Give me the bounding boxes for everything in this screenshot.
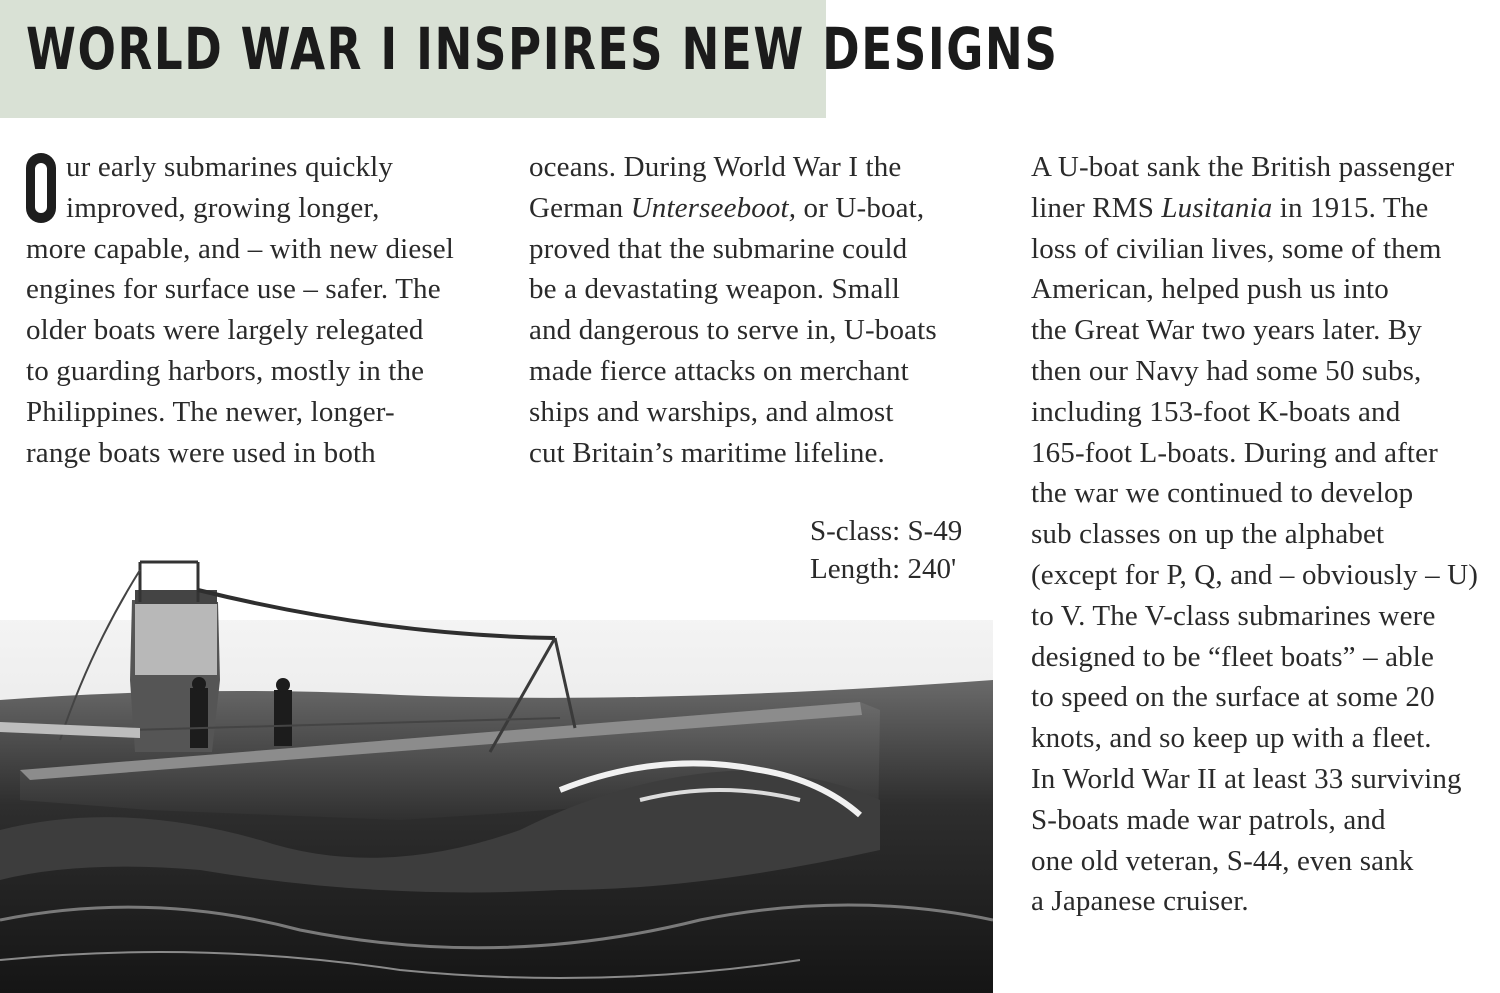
caption-length: Length: 240'	[810, 553, 957, 585]
text-line: In World War II at least 33 surviving	[1031, 762, 1462, 795]
text-line: cut Britain’s maritime lifeline.	[529, 436, 885, 469]
text-line: including 153-foot K-boats and	[1031, 395, 1401, 428]
text-line: S-boats made war patrols, and	[1031, 803, 1386, 836]
text-line: a Japanese cruiser.	[1031, 885, 1249, 918]
italic-term: Unterseeboot,	[630, 191, 797, 224]
italic-term: Lusitania	[1161, 191, 1273, 224]
text-line: loss of civilian lives, some of them	[1031, 232, 1442, 265]
text-line: to V. The V-class submarines were	[1031, 599, 1436, 632]
text-line: and dangerous to serve in, U-boats	[529, 314, 937, 347]
text-line: more capable, and – with new diesel	[26, 232, 455, 265]
caption-class: S-class: S-49	[810, 515, 963, 547]
text-line: made fierce attacks on merchant	[529, 354, 909, 387]
text-line: Philippines. The newer, longer-	[26, 395, 395, 428]
title-band	[0, 0, 1059, 118]
page-title: WORLD WAR I INSPIRES NEW DESIGNS	[26, 15, 1059, 83]
text-line: liner RMS Lusitania in 1915. The	[1031, 191, 1429, 224]
text-line: American, helped push us into	[1031, 273, 1389, 306]
text-line: one old veteran, S-44, even sank	[1031, 844, 1414, 877]
column-3	[1031, 147, 1500, 922]
text-line: proved that the submarine could	[529, 232, 908, 265]
text-line: designed to be “fleet boats” – able	[1031, 640, 1435, 673]
text-line: 165-foot L-boats. During and after	[1031, 436, 1438, 469]
text-line: the war we continued to develop	[1031, 477, 1414, 510]
text-line: the Great War two years later. By	[1031, 314, 1423, 347]
photo-caption	[810, 512, 962, 588]
text-line: sub classes on up the alphabet	[1031, 518, 1385, 551]
text-line: A U-boat sank the British passenger	[1031, 151, 1455, 183]
text-line: German Unterseeboot, or U-boat,	[529, 191, 925, 224]
text-line: then our Navy had some 50 subs,	[1031, 354, 1422, 387]
text-line: be a devastating weapon. Small	[529, 273, 900, 306]
column-2	[529, 147, 999, 473]
text-line: oceans. During World War I the	[529, 151, 902, 183]
text-line: to speed on the surface at some 20	[1031, 681, 1435, 714]
text-line: to guarding harbors, mostly in the	[26, 354, 425, 387]
text-line: improved, growing longer,	[66, 191, 380, 224]
text-line: ships and warships, and almost	[529, 395, 894, 428]
text-line: (except for P, Q, and – obviously – U)	[1031, 558, 1479, 591]
text-line: engines for surface use – safer. The	[26, 273, 441, 306]
drop-cap: O	[26, 153, 56, 223]
text-line: ur early submarines quickly	[66, 151, 393, 183]
text-line: range boats were used in both	[26, 436, 376, 469]
text-line: older boats were largely relegated	[26, 314, 424, 347]
text-line: knots, and so keep up with a fleet.	[1031, 722, 1432, 755]
column-1	[26, 147, 506, 473]
